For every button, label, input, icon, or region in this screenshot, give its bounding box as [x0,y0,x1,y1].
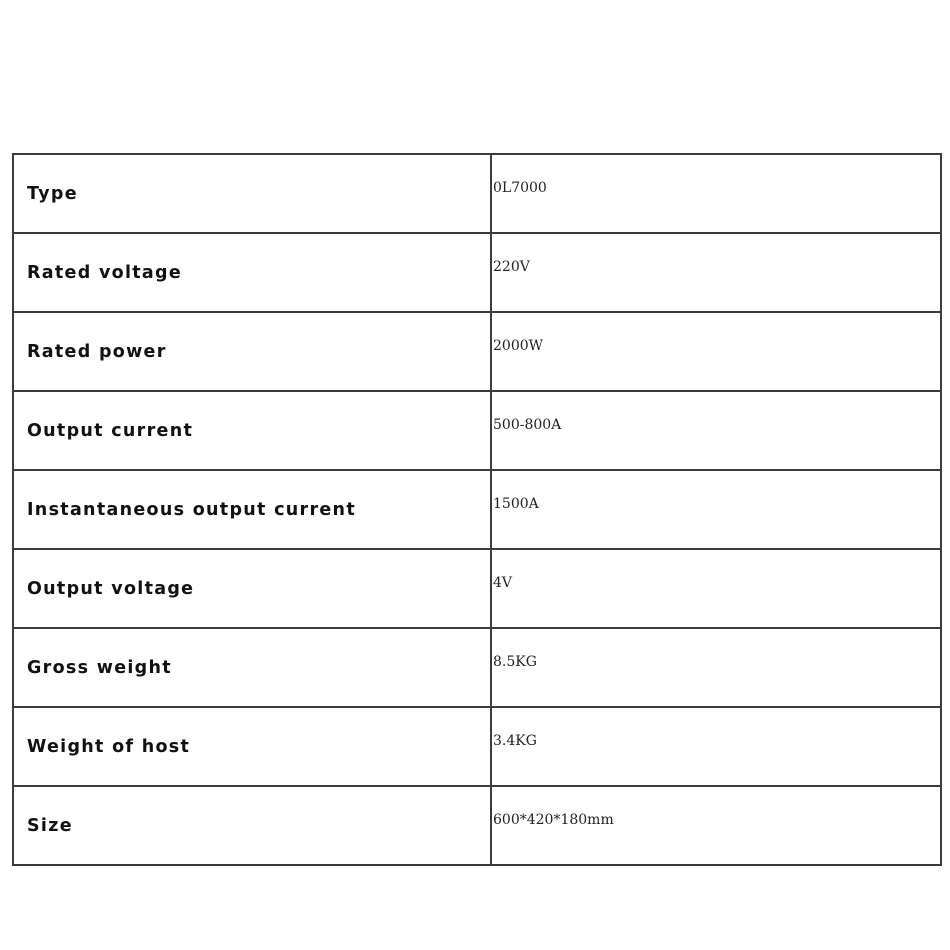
table-row [13,470,941,549]
spec-value-output-voltage: 4V [491,549,941,628]
table-row [13,312,941,391]
spec-label-gross-weight: Gross weight [13,628,491,707]
table-row [13,549,941,628]
specification-table [12,153,942,866]
spec-value-rated-power: 2000W [491,312,941,391]
spec-value-size: 600*420*180mm [491,786,941,865]
spec-value-instantaneous-output-current: 1500A [491,470,941,549]
spec-label-weight-of-host: Weight of host [13,707,491,786]
spec-value-output-current: 500-800A [491,391,941,470]
table-row [13,707,941,786]
spec-label-size: Size [13,786,491,865]
spec-value-gross-weight: 8.5KG [491,628,941,707]
spec-label-rated-power: Rated power [13,312,491,391]
spec-label-output-current: Output current [13,391,491,470]
spec-label-output-voltage: Output voltage [13,549,491,628]
spec-label-rated-voltage: Rated voltage [13,233,491,312]
spec-label-type: Type [13,154,491,233]
table-row [13,391,941,470]
table-row [13,628,941,707]
spec-value-weight-of-host: 3.4KG [491,707,941,786]
table-row [13,786,941,865]
spec-label-instantaneous-output-current: Instantaneous output current [13,470,491,549]
spec-value-rated-voltage: 220V [491,233,941,312]
spec-value-type: 0L7000 [491,154,941,233]
table-row [13,154,941,233]
table-row [13,233,941,312]
